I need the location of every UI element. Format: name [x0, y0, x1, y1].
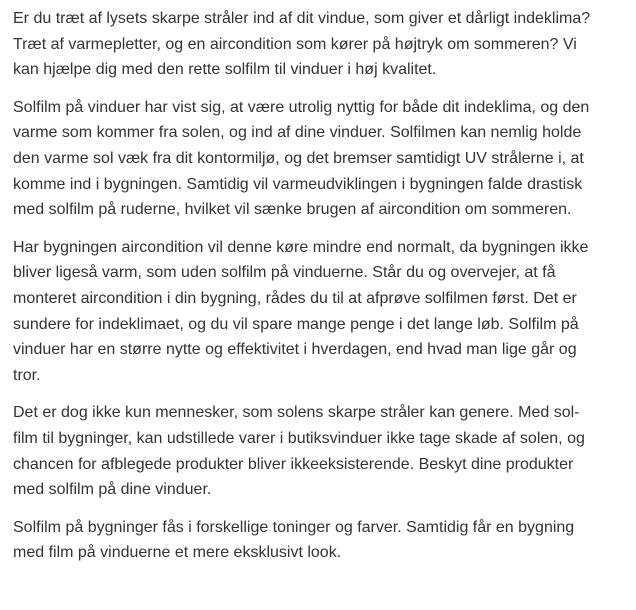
- text-line: monteret aircondition i din bygning, rådes du til at afprøve solfilmen først. Det er: [13, 289, 577, 307]
- article-body: [13, 6, 635, 578]
- text-line: den varme sol væk fra dit kontormiljø, og det bremser samtidigt UV strålerne i, at: [13, 149, 584, 167]
- text-line: tror.: [13, 366, 41, 384]
- paragraph-benefits: [13, 95, 635, 223]
- text-line: chancen for afblegede produkter bliver ikkeeksisterende. Beskyt dine produkter: [13, 455, 574, 473]
- text-line: med solfilm på dine vinduer.: [13, 481, 212, 499]
- text-line: med solfilm på ruderne, hvilket vil sænke brugen af aircondition om sommeren.: [13, 201, 572, 219]
- text-line: Har bygningen aircondition vil denne køre mindre end normalt, da bygningen ikke: [13, 238, 589, 256]
- text-line: vinduer har en større nytte og effektivitet i hverdagen, end hvad man lige går og: [13, 341, 577, 359]
- text-line: bliver ligeså varm, som uden solfilm på vinduerne. Står du og overvejer, at få: [13, 264, 556, 282]
- text-line: film til bygninger, kan udstillede varer i butiksvinduer ikke tage skade af solen, og: [13, 429, 585, 447]
- paragraph-tints: [13, 515, 635, 566]
- text-line: varme som kommer fra solen, og ind af dine vinduer. Solfilmen kan nemlig holde: [13, 124, 582, 142]
- paragraph-intro: [13, 6, 635, 83]
- text-line: sundere for indeklimaet, og du vil spare mange penge i det lange løb. Solfilm på: [13, 315, 579, 333]
- text-line: Solfilm på bygninger fås i forskellige toninger og farver. Samtidig får en bygning: [13, 518, 575, 536]
- text-line: Solfilm på vinduer har vist sig, at være utrolig nyttig for både dit indeklima, og den: [13, 98, 590, 116]
- text-line: Træt af varmepletter, og en aircondition som kører på højtryk om sommeren? Vi: [13, 35, 577, 53]
- text-line: med film på vinduerne et mere eksklusivt look.: [13, 544, 342, 562]
- text-line: komme ind i bygningen. Samtidig vil varmeudviklingen i bygningen falde drastisk: [13, 175, 583, 193]
- text-line: Det er dog ikke kun mennesker, som solens skarpe stråler kan genere. Med sol-: [13, 404, 580, 422]
- text-line: kan hjælpe dig med den rette solfilm til vinduer i høj kvalitet.: [13, 61, 437, 79]
- paragraph-aircondition: [13, 235, 635, 389]
- text-line: Er du træt af lysets skarpe stråler ind af dit vindue, som giver et dårligt indeklima?: [13, 10, 591, 27]
- paragraph-products: [13, 400, 635, 502]
